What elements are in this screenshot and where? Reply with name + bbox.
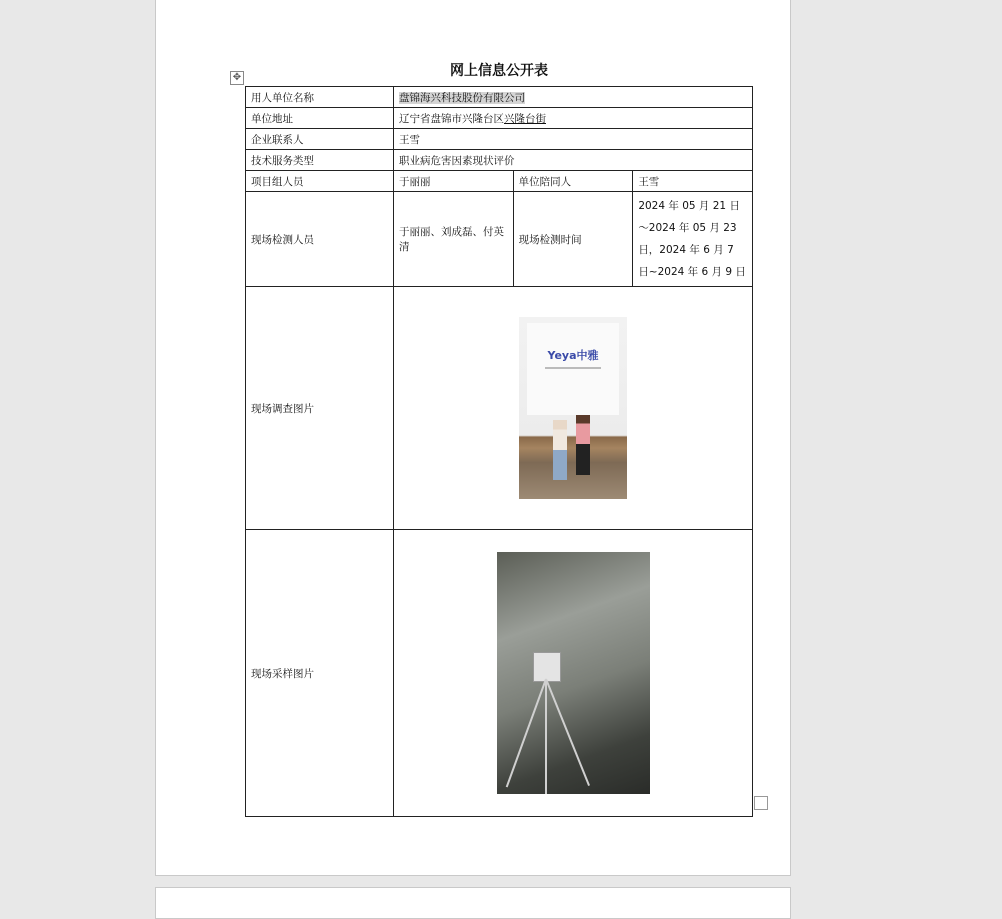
time-label: 现场检测时间 <box>513 192 633 287</box>
tripod-leg <box>545 679 590 786</box>
company-label: 用人单位名称 <box>246 87 394 108</box>
company-value: 盘锦海兴科技股份有限公司 <box>399 91 525 104</box>
person-right <box>576 415 590 475</box>
address-value: 辽宁省盘锦市兴隆台区 <box>399 112 504 125</box>
logo-board <box>527 323 619 415</box>
sampling-photo-cell[interactable] <box>394 530 753 817</box>
escort-value[interactable]: 王雪 <box>633 171 753 192</box>
contact-label: 企业联系人 <box>246 129 394 150</box>
address-cell[interactable] <box>394 108 753 129</box>
escort-label: 单位陪同人 <box>513 171 633 192</box>
survey-photo-cell[interactable] <box>394 287 753 530</box>
company-cell[interactable] <box>394 87 753 108</box>
table-resize-handle[interactable] <box>754 796 768 810</box>
team-value[interactable]: 于丽丽 <box>394 171 514 192</box>
time-value[interactable]: 2024 年 05 月 21 日～2024 年 05 月 23 日，2024 年 6 月 7 日~2024 年 6 月 9 日 <box>633 192 753 287</box>
team-label: 项目组人员 <box>246 171 394 192</box>
survey-photo <box>519 317 627 499</box>
service-label: 技术服务类型 <box>246 150 394 171</box>
sampling-photo-label: 现场采样图片 <box>246 530 394 817</box>
inspectors-label: 现场检测人员 <box>246 192 394 287</box>
address-value-underlined: 兴隆台街 <box>504 112 546 125</box>
survey-photo-label: 现场调查图片 <box>246 287 394 530</box>
person-left <box>553 420 567 480</box>
page-title: 网上信息公开表 <box>450 63 548 79</box>
address-label: 单位地址 <box>246 108 394 129</box>
contact-value[interactable]: 王雪 <box>394 129 753 150</box>
sampling-photo <box>497 552 650 794</box>
logo-subtext <box>545 367 601 369</box>
company-logo: Yeya中雅 <box>547 349 599 362</box>
info-table <box>245 86 753 817</box>
tripod-leg <box>545 679 547 794</box>
inspectors-value[interactable]: 于丽丽、刘成磊、付英清 <box>394 192 514 287</box>
service-value[interactable]: 职业病危害因素现状评价 <box>394 150 753 171</box>
next-page <box>155 887 791 919</box>
table-move-handle-icon[interactable]: ✥ <box>230 71 244 85</box>
tripod-leg <box>505 679 546 788</box>
